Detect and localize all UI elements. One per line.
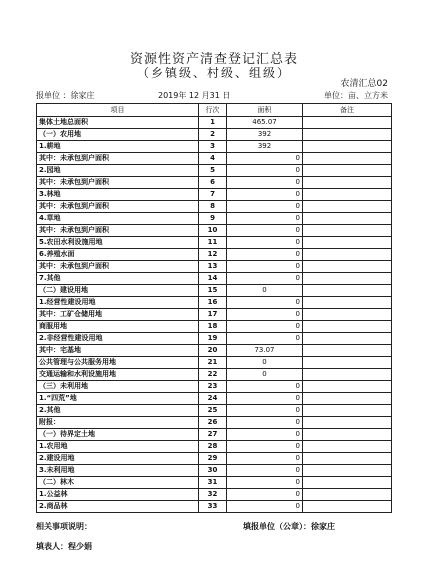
row-area-cell: 0 [227, 225, 303, 237]
reporting-unit-seal: 填报单位（公章）：徐家庄 [243, 522, 335, 531]
row-note-cell [303, 489, 392, 501]
row-line-cell: 5 [199, 165, 227, 177]
table-row [37, 141, 392, 153]
row-line-cell: 31 [199, 477, 227, 489]
table-row [37, 345, 392, 357]
row-area-cell: 0 [227, 321, 303, 333]
row-line-cell: 29 [199, 453, 227, 465]
row-item-cell: 5.农田水利设施用地 [37, 237, 199, 249]
row-line-cell: 23 [199, 381, 227, 393]
row-area-cell: 0 [227, 369, 303, 381]
row-item-cell: 其中：未承包到户面积 [37, 201, 199, 213]
row-area-cell: 0 [227, 237, 303, 249]
row-line-cell: 2 [199, 129, 227, 141]
row-area-cell: 0 [227, 405, 303, 417]
row-note-cell [303, 369, 392, 381]
table-row [37, 237, 392, 249]
row-line-cell: 12 [199, 249, 227, 261]
row-note-cell [303, 405, 392, 417]
row-item-cell: 其中：宅基地 [37, 345, 199, 357]
table-row [37, 489, 392, 501]
table-row [37, 321, 392, 333]
row-area-cell: 0 [227, 153, 303, 165]
row-note-cell [303, 357, 392, 369]
row-line-cell: 4 [199, 153, 227, 165]
row-area-cell: 0 [227, 309, 303, 321]
table-header-row [37, 104, 392, 117]
row-note-cell [303, 333, 392, 345]
row-line-cell: 14 [199, 273, 227, 285]
row-item-cell: 3.林地 [37, 189, 199, 201]
row-line-cell: 22 [199, 369, 227, 381]
table-row [37, 369, 392, 381]
row-item-cell: 6.养殖水面 [37, 249, 199, 261]
row-note-cell [303, 429, 392, 441]
row-item-cell: （二）建设用地 [37, 285, 199, 297]
row-note-cell [303, 477, 392, 489]
row-line-cell: 15 [199, 285, 227, 297]
row-note-cell [303, 345, 392, 357]
row-line-cell: 10 [199, 225, 227, 237]
table-row [37, 381, 392, 393]
row-note-cell [303, 381, 392, 393]
row-area-cell: 0 [227, 441, 303, 453]
row-note-cell [303, 129, 392, 141]
report-date: 2019年 12 月31 日 [158, 91, 231, 100]
row-area-cell: 0 [227, 357, 303, 369]
row-area-cell: 0 [227, 429, 303, 441]
row-area-cell: 0 [227, 333, 303, 345]
row-note-cell [303, 261, 392, 273]
column-header-area: 面积 [227, 104, 303, 117]
table-row [37, 129, 392, 141]
row-line-cell: 27 [199, 429, 227, 441]
table-row [37, 405, 392, 417]
column-header-note: 备注 [303, 104, 392, 117]
table-row [37, 213, 392, 225]
row-line-cell: 11 [199, 237, 227, 249]
table-row [37, 201, 392, 213]
table-row [37, 177, 392, 189]
row-item-cell: 2.园地 [37, 165, 199, 177]
table-body [37, 117, 392, 513]
row-line-cell: 3 [199, 141, 227, 153]
table-row [37, 117, 392, 129]
reporting-unit: 报单位 ：徐家庄 [36, 91, 95, 100]
row-area-cell: 0 [227, 201, 303, 213]
row-note-cell [303, 453, 392, 465]
row-item-cell: 1.农用地 [37, 441, 199, 453]
row-line-cell: 30 [199, 465, 227, 477]
row-item-cell: 1.“四荒”地 [37, 393, 199, 405]
row-note-cell [303, 501, 392, 513]
row-item-cell: 附报： [37, 417, 199, 429]
row-note-cell [303, 189, 392, 201]
row-area-cell: 0 [227, 285, 303, 297]
unit-of-measure: 单位：亩、立方米 [324, 91, 388, 100]
row-area-cell: 0 [227, 393, 303, 405]
row-note-cell [303, 285, 392, 297]
row-item-cell: 1.经营性建设用地 [37, 297, 199, 309]
row-note-cell [303, 441, 392, 453]
table-row [37, 441, 392, 453]
row-line-cell: 9 [199, 213, 227, 225]
row-line-cell: 19 [199, 333, 227, 345]
row-note-cell [303, 321, 392, 333]
table-row [37, 477, 392, 489]
row-item-cell: 其中：工矿仓储用地 [37, 309, 199, 321]
row-note-cell [303, 117, 392, 129]
row-item-cell: （二）林木 [37, 477, 199, 489]
table-row [37, 165, 392, 177]
table-row [37, 417, 392, 429]
row-area-cell: 465.07 [227, 117, 303, 129]
row-area-cell: 0 [227, 213, 303, 225]
row-item-cell: 交通运输和水利设施用地 [37, 369, 199, 381]
table-row [37, 273, 392, 285]
row-item-cell: 2.非经营性建设用地 [37, 333, 199, 345]
table-row [37, 501, 392, 513]
row-area-cell: 0 [227, 273, 303, 285]
row-item-cell: （一）农用地 [37, 129, 199, 141]
row-area-cell: 0 [227, 417, 303, 429]
row-note-cell [303, 225, 392, 237]
row-area-cell: 0 [227, 489, 303, 501]
inventory-table [36, 103, 392, 513]
row-item-cell: 2.其他 [37, 405, 199, 417]
row-note-cell [303, 249, 392, 261]
table-row [37, 453, 392, 465]
row-item-cell: 公共管理与公共服务用地 [37, 357, 199, 369]
row-line-cell: 21 [199, 357, 227, 369]
form-title: 资源性资产清查登记汇总表 [129, 52, 298, 67]
row-line-cell: 33 [199, 501, 227, 513]
row-line-cell: 18 [199, 321, 227, 333]
row-item-cell: 2.商品林 [37, 501, 199, 513]
row-line-cell: 6 [199, 177, 227, 189]
row-note-cell [303, 213, 392, 225]
row-line-cell: 16 [199, 297, 227, 309]
row-line-cell: 13 [199, 261, 227, 273]
form-subtitle: （乡镇级、村级、组级） [136, 66, 291, 80]
row-note-cell [303, 417, 392, 429]
row-line-cell: 7 [199, 189, 227, 201]
row-item-cell: 7.其他 [37, 273, 199, 285]
row-area-cell: 0 [227, 249, 303, 261]
notes-label: 相关事项说明： [36, 522, 92, 531]
row-item-cell: 1.耕地 [37, 141, 199, 153]
row-area-cell: 392 [227, 141, 303, 153]
row-note-cell [303, 177, 392, 189]
table-row [37, 153, 392, 165]
table-row [37, 261, 392, 273]
row-area-cell: 0 [227, 381, 303, 393]
row-area-cell: 0 [227, 477, 303, 489]
row-line-cell: 25 [199, 405, 227, 417]
table-row [37, 285, 392, 297]
row-item-cell: 其中：未承包到户面积 [37, 177, 199, 189]
row-line-cell: 8 [199, 201, 227, 213]
row-note-cell [303, 297, 392, 309]
row-line-cell: 24 [199, 393, 227, 405]
row-item-cell: 商服用地 [37, 321, 199, 333]
table-row [37, 333, 392, 345]
row-note-cell [303, 201, 392, 213]
row-note-cell [303, 153, 392, 165]
table-row [37, 393, 392, 405]
row-line-cell: 28 [199, 441, 227, 453]
row-item-cell: 其中：未承包到户面积 [37, 261, 199, 273]
table-row [37, 297, 392, 309]
row-line-cell: 17 [199, 309, 227, 321]
row-line-cell: 20 [199, 345, 227, 357]
filled-by: 填表人：程少娟 [36, 542, 92, 551]
row-line-cell: 26 [199, 417, 227, 429]
row-item-cell: （三）未利用地 [37, 381, 199, 393]
row-item-cell: 3.未利用地 [37, 465, 199, 477]
row-area-cell: 0 [227, 465, 303, 477]
row-area-cell: 0 [227, 165, 303, 177]
row-area-cell: 0 [227, 189, 303, 201]
row-note-cell [303, 309, 392, 321]
row-area-cell: 392 [227, 129, 303, 141]
table-row [37, 189, 392, 201]
row-area-cell: 0 [227, 177, 303, 189]
row-line-cell: 32 [199, 489, 227, 501]
table-row [37, 309, 392, 321]
row-item-cell: 4.草地 [37, 213, 199, 225]
table-row [37, 429, 392, 441]
table-row [37, 225, 392, 237]
form-code: 农清汇总02 [340, 79, 388, 89]
row-note-cell [303, 273, 392, 285]
row-note-cell [303, 465, 392, 477]
row-area-cell: 0 [227, 261, 303, 273]
column-header-item: 项目 [37, 104, 199, 117]
row-item-cell: 集体土地总面积 [37, 117, 199, 129]
row-area-cell: 73.07 [227, 345, 303, 357]
row-item-cell: 其中：未承包到户面积 [37, 225, 199, 237]
row-note-cell [303, 141, 392, 153]
row-item-cell: （一）待界定土地 [37, 429, 199, 441]
row-note-cell [303, 393, 392, 405]
row-line-cell: 1 [199, 117, 227, 129]
column-header-line: 行次 [199, 104, 227, 117]
row-area-cell: 0 [227, 297, 303, 309]
row-note-cell [303, 237, 392, 249]
table-row [37, 249, 392, 261]
row-item-cell: 其中：未承包到户面积 [37, 153, 199, 165]
table-row [37, 357, 392, 369]
table-row [37, 465, 392, 477]
row-note-cell [303, 165, 392, 177]
row-area-cell: 0 [227, 453, 303, 465]
row-item-cell: 2.建设用地 [37, 453, 199, 465]
row-area-cell: 0 [227, 501, 303, 513]
row-item-cell: 1.公益林 [37, 489, 199, 501]
